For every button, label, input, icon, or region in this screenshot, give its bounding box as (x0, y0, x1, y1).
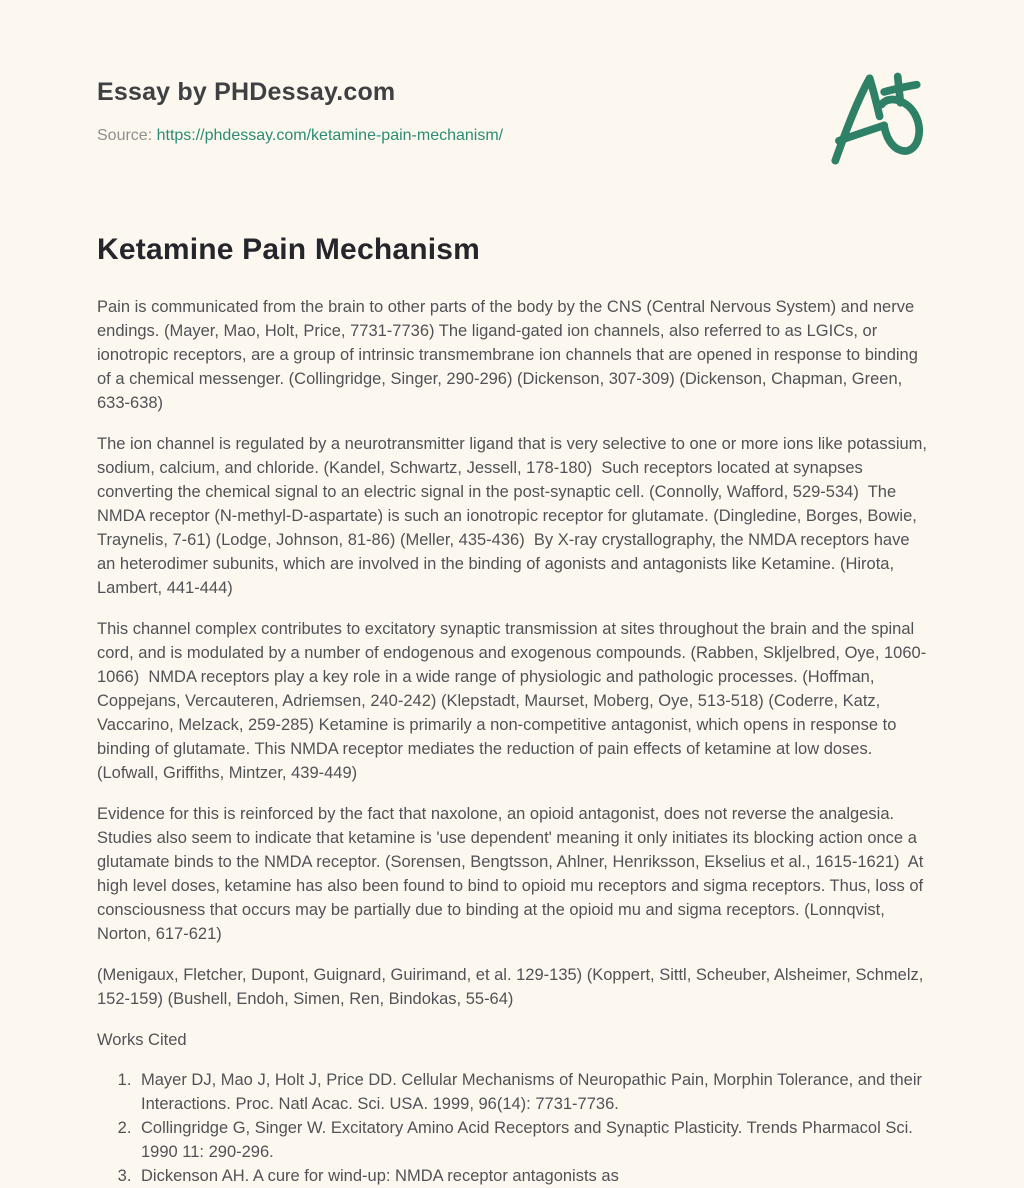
works-cited-list (97, 1068, 929, 1188)
source-label: Source: (97, 127, 153, 144)
essay-paragraph: This channel complex contributes to excitatory synaptic transmission at sites throughout the brain and the spinal cord, and is modulated by a number of endogenous and exogenous compounds. (Rabben, Skljelbred, Oye, 1060-1066) NMDA receptors play a key role in a wide range of physiologic and pathologic processes. (Hoffman, Coppejans, Vercauteren, Adriemsen, 240-242) (Klepstadt, Maurset, Moberg, Oye, 513-518) (Coderre, Katz, Vaccarino, Melzack, 259-285) Ketamine is primarily a non-competitive antagonist, which opens in response to binding of glutamate. This NMDA receptor mediates the reduction of pain effects of ketamine at low doses. (Lofwall, Griffiths, Mintzer, 439-449) (97, 620, 927, 782)
essay-paragraph: (Menigaux, Fletcher, Dupont, Guignard, Guirimand, et al. 129-135) (Koppert, Sittl, Scheuber, Alsheimer, Schmelz, 152-159) (Bushell, Endoh, Simen, Ren, Bindokas, 55-64) (97, 966, 928, 1008)
source-url-link[interactable]: https://phdessay.com/ketamine-pain-mechanism/ (156, 127, 504, 144)
source-line (97, 127, 503, 145)
essay-paragraph: The ion channel is regulated by a neurotransmitter ligand that is very selective to one or more ions like potassium, sodium, calcium, and chloride. (Kandel, Schwartz, Jessell, 178-180) Such receptors located at synapses converting the chemical signal to an electric signal in the post-synaptic cell. (Connolly, Wafford, 529-534) The NMDA receptor (N-methyl-D-aspartate) is such an ionotropic receptor for glutamate. (Dingledine, Borges, Bowie, Traynelis, 7-61) (Lodge, Johnson, 81-86) (Meller, 435-436) By X-ray crystallography, the NMDA receptors have an heterodimer subunits, which are involved in the binding of agonists and antagonists like Ketamine. (Hirota, Lambert, 441-444) (97, 435, 932, 597)
essay-body (97, 295, 932, 1011)
citation-item: 1. Mayer DJ, Mao J, Holt J, Price DD. Cellular Mechanisms of Neuropathic Pain, Morphin Tolerance, and their Interactions. Proc. Natl Acac. Sci. USA. 1999, 96(14): 7731-7736. (136, 1068, 929, 1116)
essay-paragraph: Pain is communicated from the brain to other parts of the body by the CNS (Central Nervous System) and nerve endings. (Mayer, Mao, Holt, Price, 7731-7736) The ligand-gated ion channels, also referred to as LGICs, or ionotropic receptors, are a group of intrinsic transmembrane ion channels that are opened in response to binding of a chemical messenger. (Collingridge, Singer, 290-296) (Dickenson, 307-309) (Dickenson, Chapman, Green, 633-638) (97, 298, 923, 412)
page-header (97, 76, 929, 167)
article-title: Ketamine Pain Mechanism (97, 233, 481, 266)
phdessay-logo (825, 72, 927, 167)
citation-item: 2. Collingridge G, Singer W. Excitatory Amino Acid Receptors and Synaptic Plasticity. Trends Pharmacol Sci. 1990 11: 290-296. (136, 1116, 929, 1164)
site-heading: Essay by PHDessay.com (97, 78, 396, 106)
essay-paragraph: Evidence for this is reinforced by the fact that naxolone, an opioid antagonist, does not reverse the analgesia. Studies also seem to indicate that ketamine is 'use dependent' meaning it only initiates its blocking action once a glutamate binds to the NMDA receptor. (Sorensen, Bengtsson, Ahlner, Henriksson, Ekselius et al., 1615-1621) At high level doses, ketamine has also been found to bind to opioid mu receptors and sigma receptors. Thus, loss of consciousness that occurs may be partially due to binding at the opioid mu and sigma receptors. (Lonnqvist, Norton, 617-621) (97, 805, 928, 943)
header-text-block (97, 76, 503, 145)
works-cited-heading: Works Cited (97, 1031, 187, 1049)
a-plus-icon (825, 72, 927, 167)
citation-item: 3. Dickenson AH. A cure for wind-up: NMDA receptor antagonists as (136, 1164, 929, 1188)
